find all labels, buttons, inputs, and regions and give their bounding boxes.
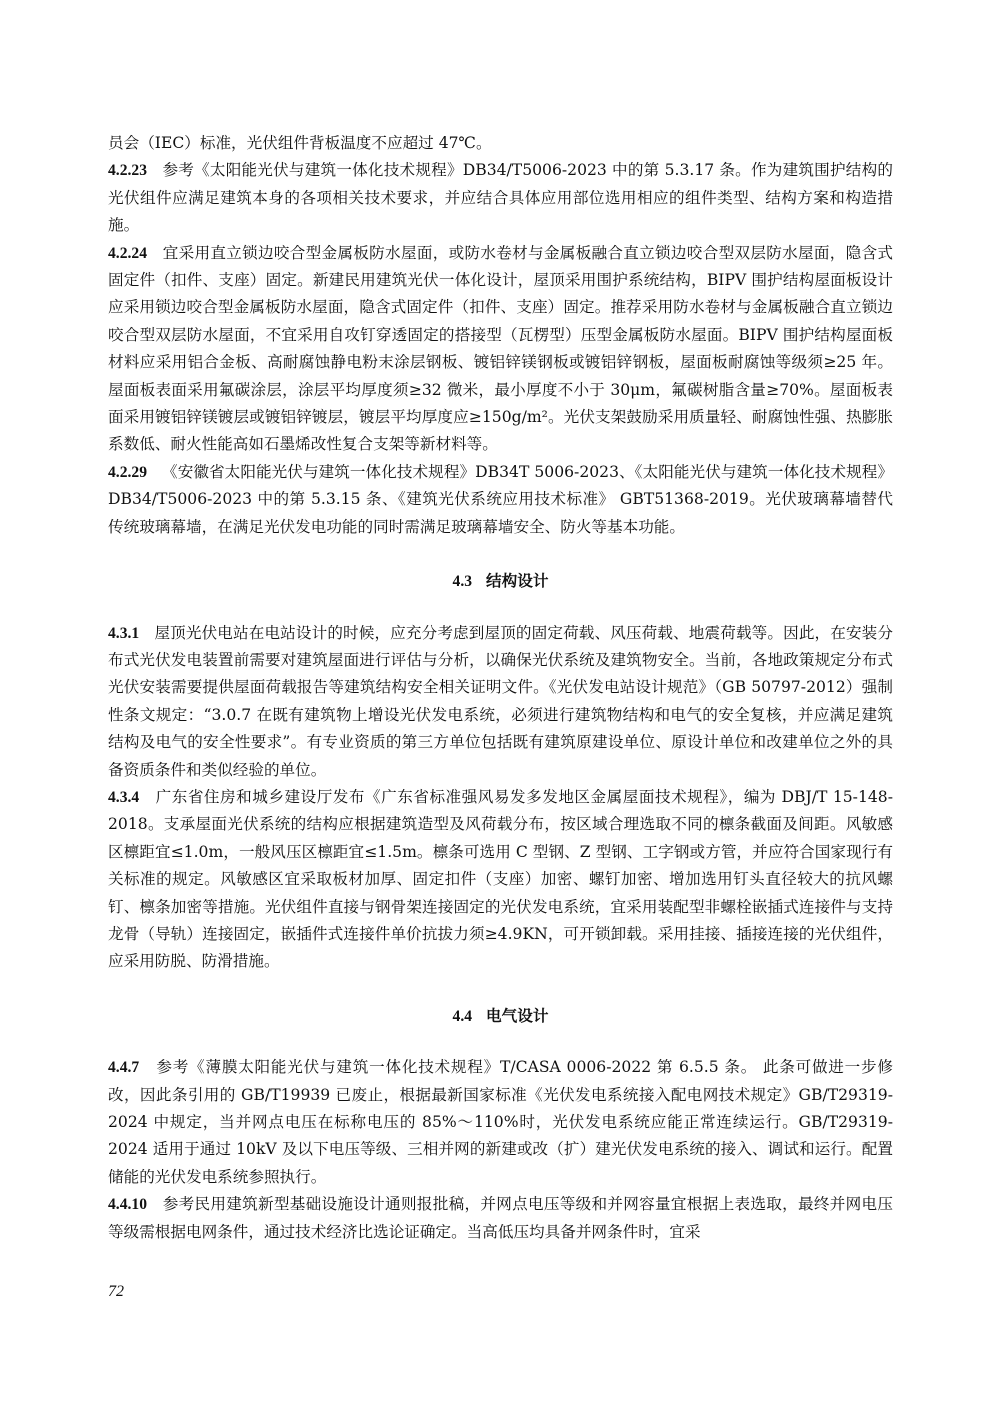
section-title: 电气设计 [486, 1005, 549, 1025]
section-number: 4.3 [452, 573, 473, 591]
clause-4-3-4 [108, 784, 893, 976]
section-heading-4-4 [108, 1002, 893, 1030]
clause-4-4-10 [108, 1191, 893, 1246]
clause-4-2-24 [108, 240, 893, 459]
section-number: 4.4 [452, 1007, 473, 1025]
section-title: 结构设计 [486, 571, 549, 591]
clause-4-2-29 [108, 459, 893, 541]
clause-text: 参考《薄膜太阳能光伏与建筑一体化技术规程》T/CASA 0006-2022 第 6.5.5 条。 此条可做进一步修改，因此条引用的 GB/T19939 已废止，根据最新国家标准《光伏发电系统接入配电网技术规定》GB/T29319-2024 中规定，当并网点电压在标称电压的 85%～110%时，光伏发电系统应能正常连续运行。GB/T29319-2024 适用于通过 10kV 及以下电压等级、三相并网的新建或改（扩）建光伏发电系统的接入、调试和运行。配置储能的光伏发电系统参照执行。 [108, 1058, 893, 1186]
paragraph-text: 员会（IEC）标准，光伏组件背板温度不应超过 47℃。 [108, 134, 492, 152]
clause-number: 4.4.7 [108, 1059, 140, 1077]
clause-4-2-23 [108, 157, 893, 239]
page-body [108, 130, 893, 1246]
clause-text: 屋顶光伏电站在电站设计的时候，应充分考虑到屋顶的固定荷载、风压荷载、地震荷载等。因此，在安装分布式光伏发电装置前需要对建筑屋面进行评估与分析，以确保光伏系统及建筑物安全。当前，各地政策规定分布式光伏安装需要提供屋面荷载报告等建筑结构安全相关证明文件。《光伏发电站设计规范》（GB 50797-2012）强制性条文规定：“3.0.7 在既有建筑物上增设光伏发电系统，必须进行建筑物结构和电气的安全复核，并应满足建筑结构及电气的安全性要求”。有专业资质的第三方单位包括既有建筑原建设单位、原设计单位和改建单位之外的具备资质条件和类似经验的单位。 [108, 623, 893, 779]
clause-4-4-7 [108, 1054, 893, 1191]
page-number: 72 [108, 1283, 124, 1300]
clause-number: 4.2.24 [108, 244, 147, 262]
clause-text: 宜采用直立锁边咬合型金属板防水屋面，或防水卷材与金属板融合直立锁边咬合型双层防水屋面，隐含式固定件（扣件、支座）固定。新建民用建筑光伏一体化设计，屋顶采用围护系统结构，BIPV 围护结构屋面板设计应采用锁边咬合型金属板防水屋面，隐含式固定件（扣件、支座）固定。推荐采用防水卷材与金属板融合直立锁边咬合型双层防水屋面，不宜采用自攻钉穿透固定的搭接型（瓦楞型）压型金属板防水屋面。BIPV 围护结构屋面板材料应采用铝合金板、高耐腐蚀静电粉末涂层钢板、镀铝锌镁钢板或镀铝锌钢板，屋面板耐腐蚀等级须≥25 年。屋面板表面采用氟碳涂层，涂层平均厚度须≥32 微米，最小厚度不小于 30μm，氟碳树脂含量≥70%。屋面板表面采用镀铝锌镁镀层或镀铝锌镀层，镀层平均厚度应≥150g/m²。光伏支架鼓励采用质量轻、耐腐蚀性强、热膨胀系数低、耐火性能高如石墨烯改性复合支架等新材料等。 [108, 243, 893, 454]
clause-number: 4.2.23 [108, 162, 147, 180]
clause-number: 4.2.29 [108, 463, 147, 481]
paragraph-continued [108, 130, 893, 157]
section-heading-4-3 [108, 567, 893, 595]
clause-text: 《安徽省太阳能光伏与建筑一体化技术规程》DB34T 5006-2023、《太阳能光伏与建筑一体化技术规程》DB34/T5006-2023 中的第 5.3.15 条、《建筑光伏系统应用技术标准》 GBT51368-2019。光伏玻璃幕墙替代传统玻璃幕墙，在满足光伏发电功能的同时需满足玻璃幕墙安全、防火等基本功能。 [108, 462, 893, 536]
clause-number: 4.3.1 [108, 624, 140, 642]
clause-text: 参考《太阳能光伏与建筑一体化技术规程》DB34/T5006-2023 中的第 5.3.17 条。作为建筑围护结构的光伏组件应满足建筑本身的各项相关技术要求，并应结合具体应用部位选用相应的组件类型、结构方案和构造措施。 [108, 161, 893, 235]
clause-number: 4.4.10 [108, 1196, 147, 1214]
clause-number: 4.3.4 [108, 788, 140, 806]
clause-text: 广东省住房和城乡建设厅发布《广东省标准强风易发多发地区金属屋面技术规程》，编为 DBJ/T 15-148-2018。支承屋面光伏系统的结构应根据建筑造型及风荷载分布，按区域合理选取不同的檩条截面及间距。风敏感区檩距宜≤1.0m，一般风压区檩距宜≤1.5m。檩条可选用 C 型钢、Z 型钢、工字钢或方管，并应符合国家现行有关标准的规定。风敏感区宜采取板材加厚、固定扣件（支座）加密、螺钉加密、增加选用钉头直径较大的抗风螺钉、檩条加密等措施。光伏组件直接与钢骨架连接固定的光伏发电系统，宜采用装配型非螺栓嵌插式连接件与支持龙骨（导轨）连接固定，嵌插件式连接件单价抗拔力须≥4.9KN，可开锁卸载。采用挂接、插接连接的光伏组件，应采用防脱、防滑措施。 [108, 787, 893, 971]
clause-text: 参考民用建筑新型基础设施设计通则报批稿，并网点电压等级和并网容量宜根据上表选取，最终并网电压等级需根据电网条件，通过技术经济比选论证确定。当高低压均具备并网条件时，宜采 [108, 1195, 893, 1241]
clause-4-3-1 [108, 620, 893, 784]
